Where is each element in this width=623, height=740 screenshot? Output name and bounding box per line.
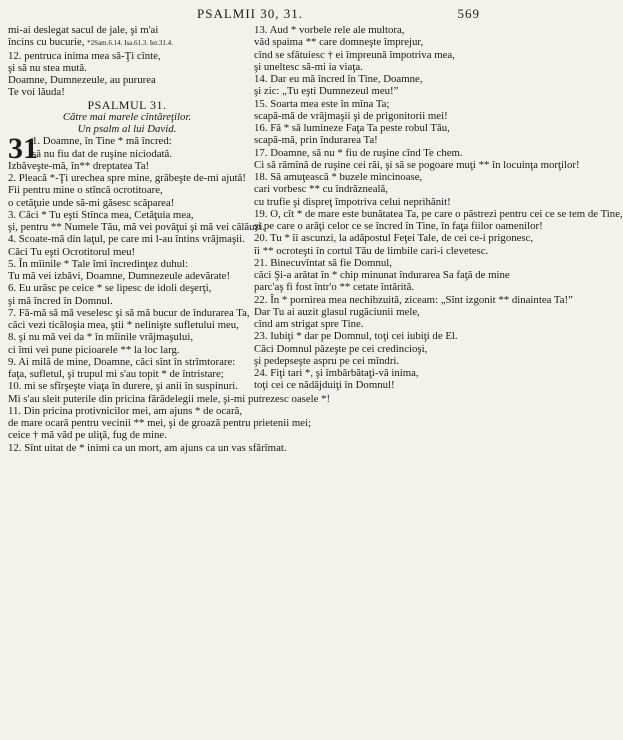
verse-line: faţa, sufletul, şi trupul mi s'au topit * de întristare;: [8, 368, 224, 380]
verse-line: ci îmi vei pune picioarele ** la loc larg.: [8, 343, 180, 356]
right-column: [254, 24, 623, 392]
verse-line: parc'aş fi fost într'o ** cetate întărită.: [254, 281, 415, 294]
verse-line: 4. Scoate-mă din laţul, pe care mi l-au întins vrăjmaşii.: [8, 233, 245, 246]
verse-line: 15. Soarta mea este în mîna Ta;: [254, 97, 390, 110]
verse-line: îi ** ocroteşti în cortul Tău de limbile cari-i clevetesc.: [254, 244, 489, 257]
verse-line: şi mă încred în Domnul.: [8, 294, 113, 307]
verse-line: scapă-mă de vrăjmaşii şi de prigonitorii mei!: [254, 109, 448, 122]
verse-line: 23. Iubiţi * dar pe Domnul, toţi cei iubiţi de El.: [254, 330, 458, 343]
chapter-number-dropcap: 31: [8, 132, 38, 166]
verse-line: căci vezi ticăloşia mea, ştii * nelinişte sufletului meu,: [8, 319, 239, 331]
running-title: PSALMII 30, 31.: [196, 6, 303, 21]
verse-line: mi-ai deslegat sacul de jale, şi m'ai: [8, 24, 159, 36]
verse-line: ceice † mă văd pe uliţă, fug de mine.: [8, 429, 167, 442]
verse-line: 11. Din pricina protivnicilor mei, am ajuns * de ocară,: [8, 404, 243, 417]
verse-line: cu trufie şi dispreţ împotriva celui neprihănit!: [254, 195, 451, 208]
verse-line: 24. Fiţi tari *, şi îmbărbătaţi-vă inima,: [254, 367, 419, 379]
verse-line: văd spaima ** care domneşte împrejur,: [254, 36, 424, 49]
verse-line: şi zic: „Tu eşti Dumnezeul meu!”: [254, 85, 399, 98]
psalm-heading: PSALMUL 31.: [87, 97, 167, 112]
verse-line: Căci Domnul păzeşte pe cei credincioşi,: [254, 342, 428, 355]
verse-line: 9. Ai milă de mine, Doamne, căci sînt în strîmtorare:: [8, 355, 236, 368]
verse-line: Izbăveşte-mă, în** dreptatea Ta!: [8, 159, 150, 172]
verse-line: cari vorbesc ** cu îndrăzneală,: [254, 183, 388, 196]
verse-line: 17. Doamne, să nu * fiu de ruşine cînd Te chem.: [254, 146, 463, 159]
verse-line: Tu mă vei izbăvi, Doamne, Dumnezeule adevărate!: [8, 270, 231, 282]
verse-line: Căci Tu eşti Ocrotitorul meu!: [8, 245, 136, 258]
verse-line: 10. mi se sfîrşeşte viaţa în durere, şi anii în suspinuri.: [8, 380, 238, 393]
verse-line: Mi s'au sleit puterile din pricina fărădelegii mele, şi-mi putrezesc oasele *!: [8, 392, 331, 405]
verse-line: 22. În * pornirea mea nechibzuită, ziceam: „Sînt izgonit ** dinaintea Ta!”: [254, 293, 573, 306]
verse-line: cînd se sfătuiesc † ei împreună împotriva mea,: [254, 48, 455, 61]
verse-line: 8. şi nu mă vei da * în mîinile vrăjmaşului,: [8, 331, 194, 344]
verse-line: 16. Fă * să lumineze Faţa Ta peste robul Tău,: [254, 122, 450, 134]
verse-line: şi uneltesc să-mi ia viaţa.: [254, 60, 363, 73]
verse-line: 20. Tu * îi ascunzi, la adăpostul Feţei Tale, de cei ce-i prigonesc,: [254, 232, 534, 245]
verse-line: 1. Doamne, în Tine * mă încred:: [32, 135, 172, 148]
verse-line: 12. Sînt uitat de * inimi ca un mort, am ajuns ca un vas sfărîmat.: [8, 441, 287, 454]
verse-line: Te voi lăuda!: [8, 86, 65, 99]
verse-line: 21. Binecuvîntat să fie Domnul,: [254, 256, 392, 269]
verse-line: 13. Aud * vorbele rele ale multora,: [254, 24, 405, 36]
psalm-subtitle: Un psalm al lui David.: [77, 123, 177, 135]
verse-line: şi pe care o arăţi celor ce se încred în Tine, în faţa fiilor oamenilor!: [254, 220, 543, 232]
verse-line: 19. O, cît * de mare este bunătatea Ta, pe care o păstrezi pentru cei ce se tem de Tine,: [254, 207, 623, 220]
verse-line: 5. În mîinile * Tale îmi încredinţez duhul:: [8, 257, 189, 270]
verse-line: 12. pentruca inima mea să-Ţi cînte,: [8, 49, 161, 62]
cross-reference: *2Sam.6.14. Isa.61.3. Ier.31.4.: [87, 39, 173, 48]
verse-line: şi să nu stea mută.: [8, 61, 87, 74]
verse-line: scapă-mă, prin îndurarea Ta!: [254, 134, 378, 147]
verse-line: cînd am strigat spre Tine.: [254, 318, 364, 330]
verse-line: o cetăţuie unde să-mi găsesc scăparea!: [8, 196, 175, 209]
verse-line: de mare ocară pentru vecinii ** mei, şi de groază pentru prietenii mei;: [8, 417, 312, 429]
verse-line: căci Şi-a arătat în * chip minunat îndurarea Sa faţă de mine: [254, 269, 510, 281]
verse-line: Doamne, Dumnezeule, au pururea: [8, 74, 156, 86]
verse-line: 18. Să amuţească * buzele mincinoase,: [254, 171, 423, 183]
verse-line: 2. Pleacă *-Ţi urechea spre mine, grăbeşte de-mi ajută!: [8, 172, 247, 184]
verse-line: şi, pentru ** Numele Tău, mă vei povăţui şi mă vei călăuzi.: [8, 221, 266, 233]
verse-line: Ci să rămînă de ruşine cei răi, şi să se pogoare muţi ** în locuinţa morţilor!: [254, 158, 580, 171]
verse-line: şi pedepseşte aspru pe cei mîndri.: [254, 354, 400, 367]
verse-line: Dar Tu ai auzit glasul rugăciunii mele,: [254, 305, 420, 318]
verse-line: 3. Căci * Tu eşti Stînca mea, Cetăţuia mea,: [8, 208, 194, 221]
verse-line: încins cu bucurie, *2Sam.6.14. Isa.61.3. Ier.31.4.: [8, 36, 173, 49]
page-header: [0, 6, 500, 24]
psalm-subtitle: Către mai marele cîntăreţilor.: [62, 110, 192, 123]
verse-line: să nu fiu dat de ruşine niciodată.: [32, 147, 173, 160]
verse-line: 14. Dar eu mă încred în Tine, Doamne,: [254, 73, 423, 85]
verse-line: toţi cei ce nădăjduiţi în Domnul!: [254, 379, 395, 392]
verse-line: 7. Fă-mă să mă veselesc şi să mă bucur de îndurarea Ta,: [8, 306, 250, 319]
page-number: 569: [457, 6, 480, 21]
verse-line: Fii pentru mine o stîncă ocrotitoare,: [8, 184, 163, 197]
verse-line: 6. Eu urăsc pe ceice * se lipesc de idoli deşerţi,: [8, 282, 212, 295]
